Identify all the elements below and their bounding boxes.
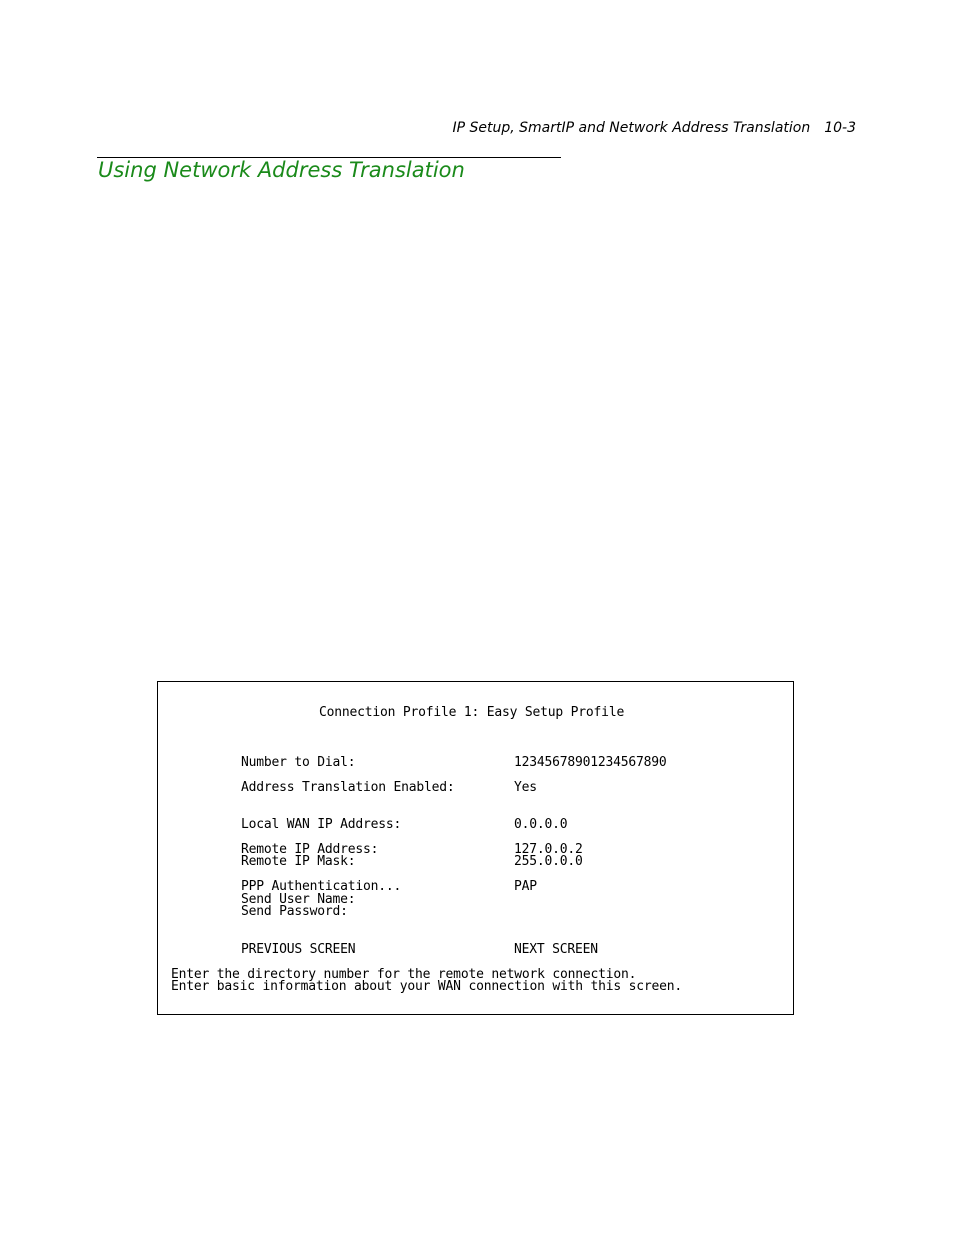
ppp-auth-value[interactable]: PAP xyxy=(514,879,537,894)
chapter-title: IP Setup, SmartIP and Network Address Translation xyxy=(452,120,811,136)
page-number: 10-3 xyxy=(824,120,856,136)
send-password-label: Send Password: xyxy=(241,904,348,919)
ppp-auth-label[interactable]: PPP Authentication... xyxy=(241,879,402,894)
screen-title: Connection Profile 1: Easy Setup Profile xyxy=(319,705,625,720)
remote-mask-value[interactable]: 255.0.0.0 xyxy=(514,854,583,869)
section-title: Using Network Address Translation xyxy=(98,158,465,182)
next-screen-button[interactable]: NEXT SCREEN xyxy=(514,942,598,957)
help-line-2: Enter basic information about your WAN connection with this screen. xyxy=(171,979,682,994)
local-wan-ip-value[interactable]: 0.0.0.0 xyxy=(514,817,568,832)
remote-ip-label: Remote IP Address: xyxy=(241,842,379,857)
send-user-name-label: Send User Name: xyxy=(241,892,356,907)
number-to-dial-value[interactable]: 12345678901234567890 xyxy=(514,755,667,770)
address-translation-label: Address Translation Enabled: xyxy=(241,780,455,795)
number-to-dial-label: Number to Dial: xyxy=(241,755,356,770)
address-translation-value[interactable]: Yes xyxy=(514,780,537,795)
previous-screen-button[interactable]: PREVIOUS SCREEN xyxy=(241,942,356,957)
remote-ip-value[interactable]: 127.0.0.2 xyxy=(514,842,583,857)
running-header xyxy=(452,120,856,136)
local-wan-ip-label: Local WAN IP Address: xyxy=(241,817,402,832)
terminal-screen xyxy=(157,681,794,1015)
help-line-1: Enter the directory number for the remote network connection. xyxy=(171,967,637,982)
remote-mask-label: Remote IP Mask: xyxy=(241,854,356,869)
